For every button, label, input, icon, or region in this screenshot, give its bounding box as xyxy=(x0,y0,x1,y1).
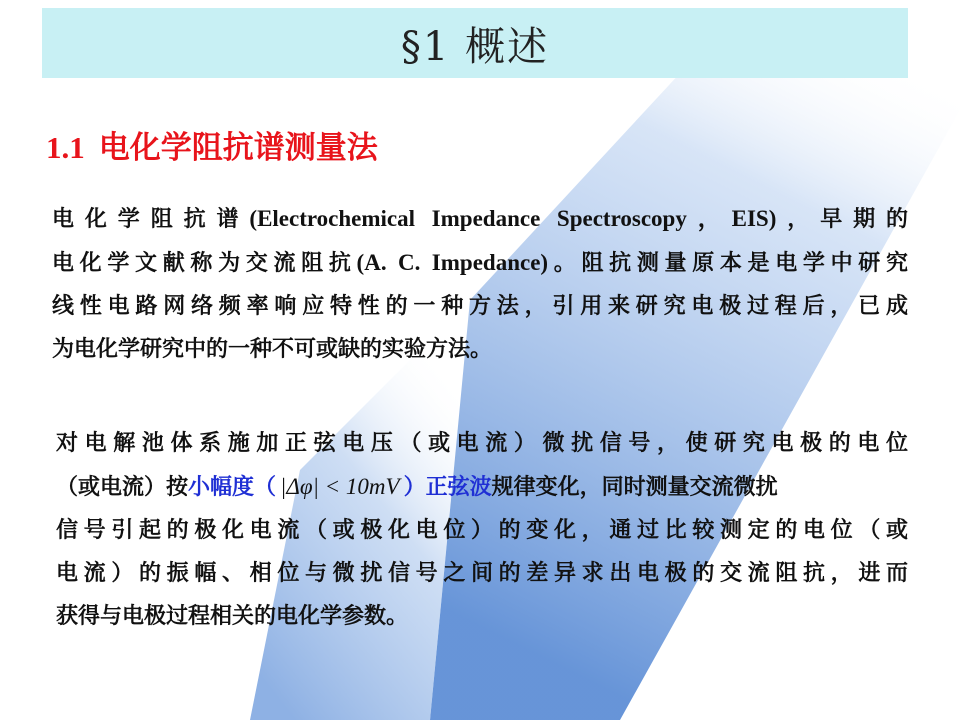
paragraph-measurement-principle xyxy=(56,422,908,638)
text-run: ，早期的 xyxy=(776,207,908,232)
section-title: 电化学阻抗谱测量法 xyxy=(98,130,378,166)
section-heading xyxy=(46,122,378,167)
text-run: 规律变化，同时测量交流微扰 xyxy=(491,475,778,500)
section-number: 1.1 xyxy=(46,130,85,165)
text-run: (Electrochemical Impedance Spectroscopy，EIS) xyxy=(249,206,777,231)
highlight-sine-wave: 正弦波 xyxy=(425,475,492,500)
paragraph-eis-definition xyxy=(52,197,908,371)
paragraph-line: 获得与电极过程相关的电化学参数。 xyxy=(56,604,409,629)
amplitude-formula: |Δφ| < 10mV xyxy=(280,474,400,499)
paragraph-line xyxy=(56,465,908,509)
text-run: （或电流）按 xyxy=(56,475,189,500)
paragraph-line xyxy=(52,241,908,285)
slide-title: §1 概述 xyxy=(400,23,550,70)
text-run: 。阻抗测量原本是电学中研究 xyxy=(548,251,908,276)
text-run: 电化学阻抗谱 xyxy=(52,207,250,232)
paragraph-line xyxy=(52,197,908,241)
paragraph-line: 信号引起的极化电流（或极化电位）的变化，通过比较测定的电位（或 xyxy=(56,518,908,543)
title-bar xyxy=(42,8,908,78)
text-run: ） xyxy=(403,475,426,500)
highlight-small-amplitude: 小幅度（ xyxy=(188,475,277,500)
text-run: 电化学文献称为交流阻抗 xyxy=(52,251,357,276)
paragraph-line: 对电解池体系施加正弦电压（或电流）微扰信号，使研究电极的电位 xyxy=(56,431,908,456)
text-run: (A. C. Impedance) xyxy=(356,250,549,275)
paragraph-line: 线性电路网络频率响应特性的一种方法，引用来研究电极过程后，已成 xyxy=(52,294,908,319)
paragraph-line: 电流）的振幅、相位与微扰信号之间的差异求出电极的交流阻抗，进而 xyxy=(56,561,908,586)
paragraph-line: 为电化学研究中的一种不可或缺的实验方法。 xyxy=(52,337,493,362)
